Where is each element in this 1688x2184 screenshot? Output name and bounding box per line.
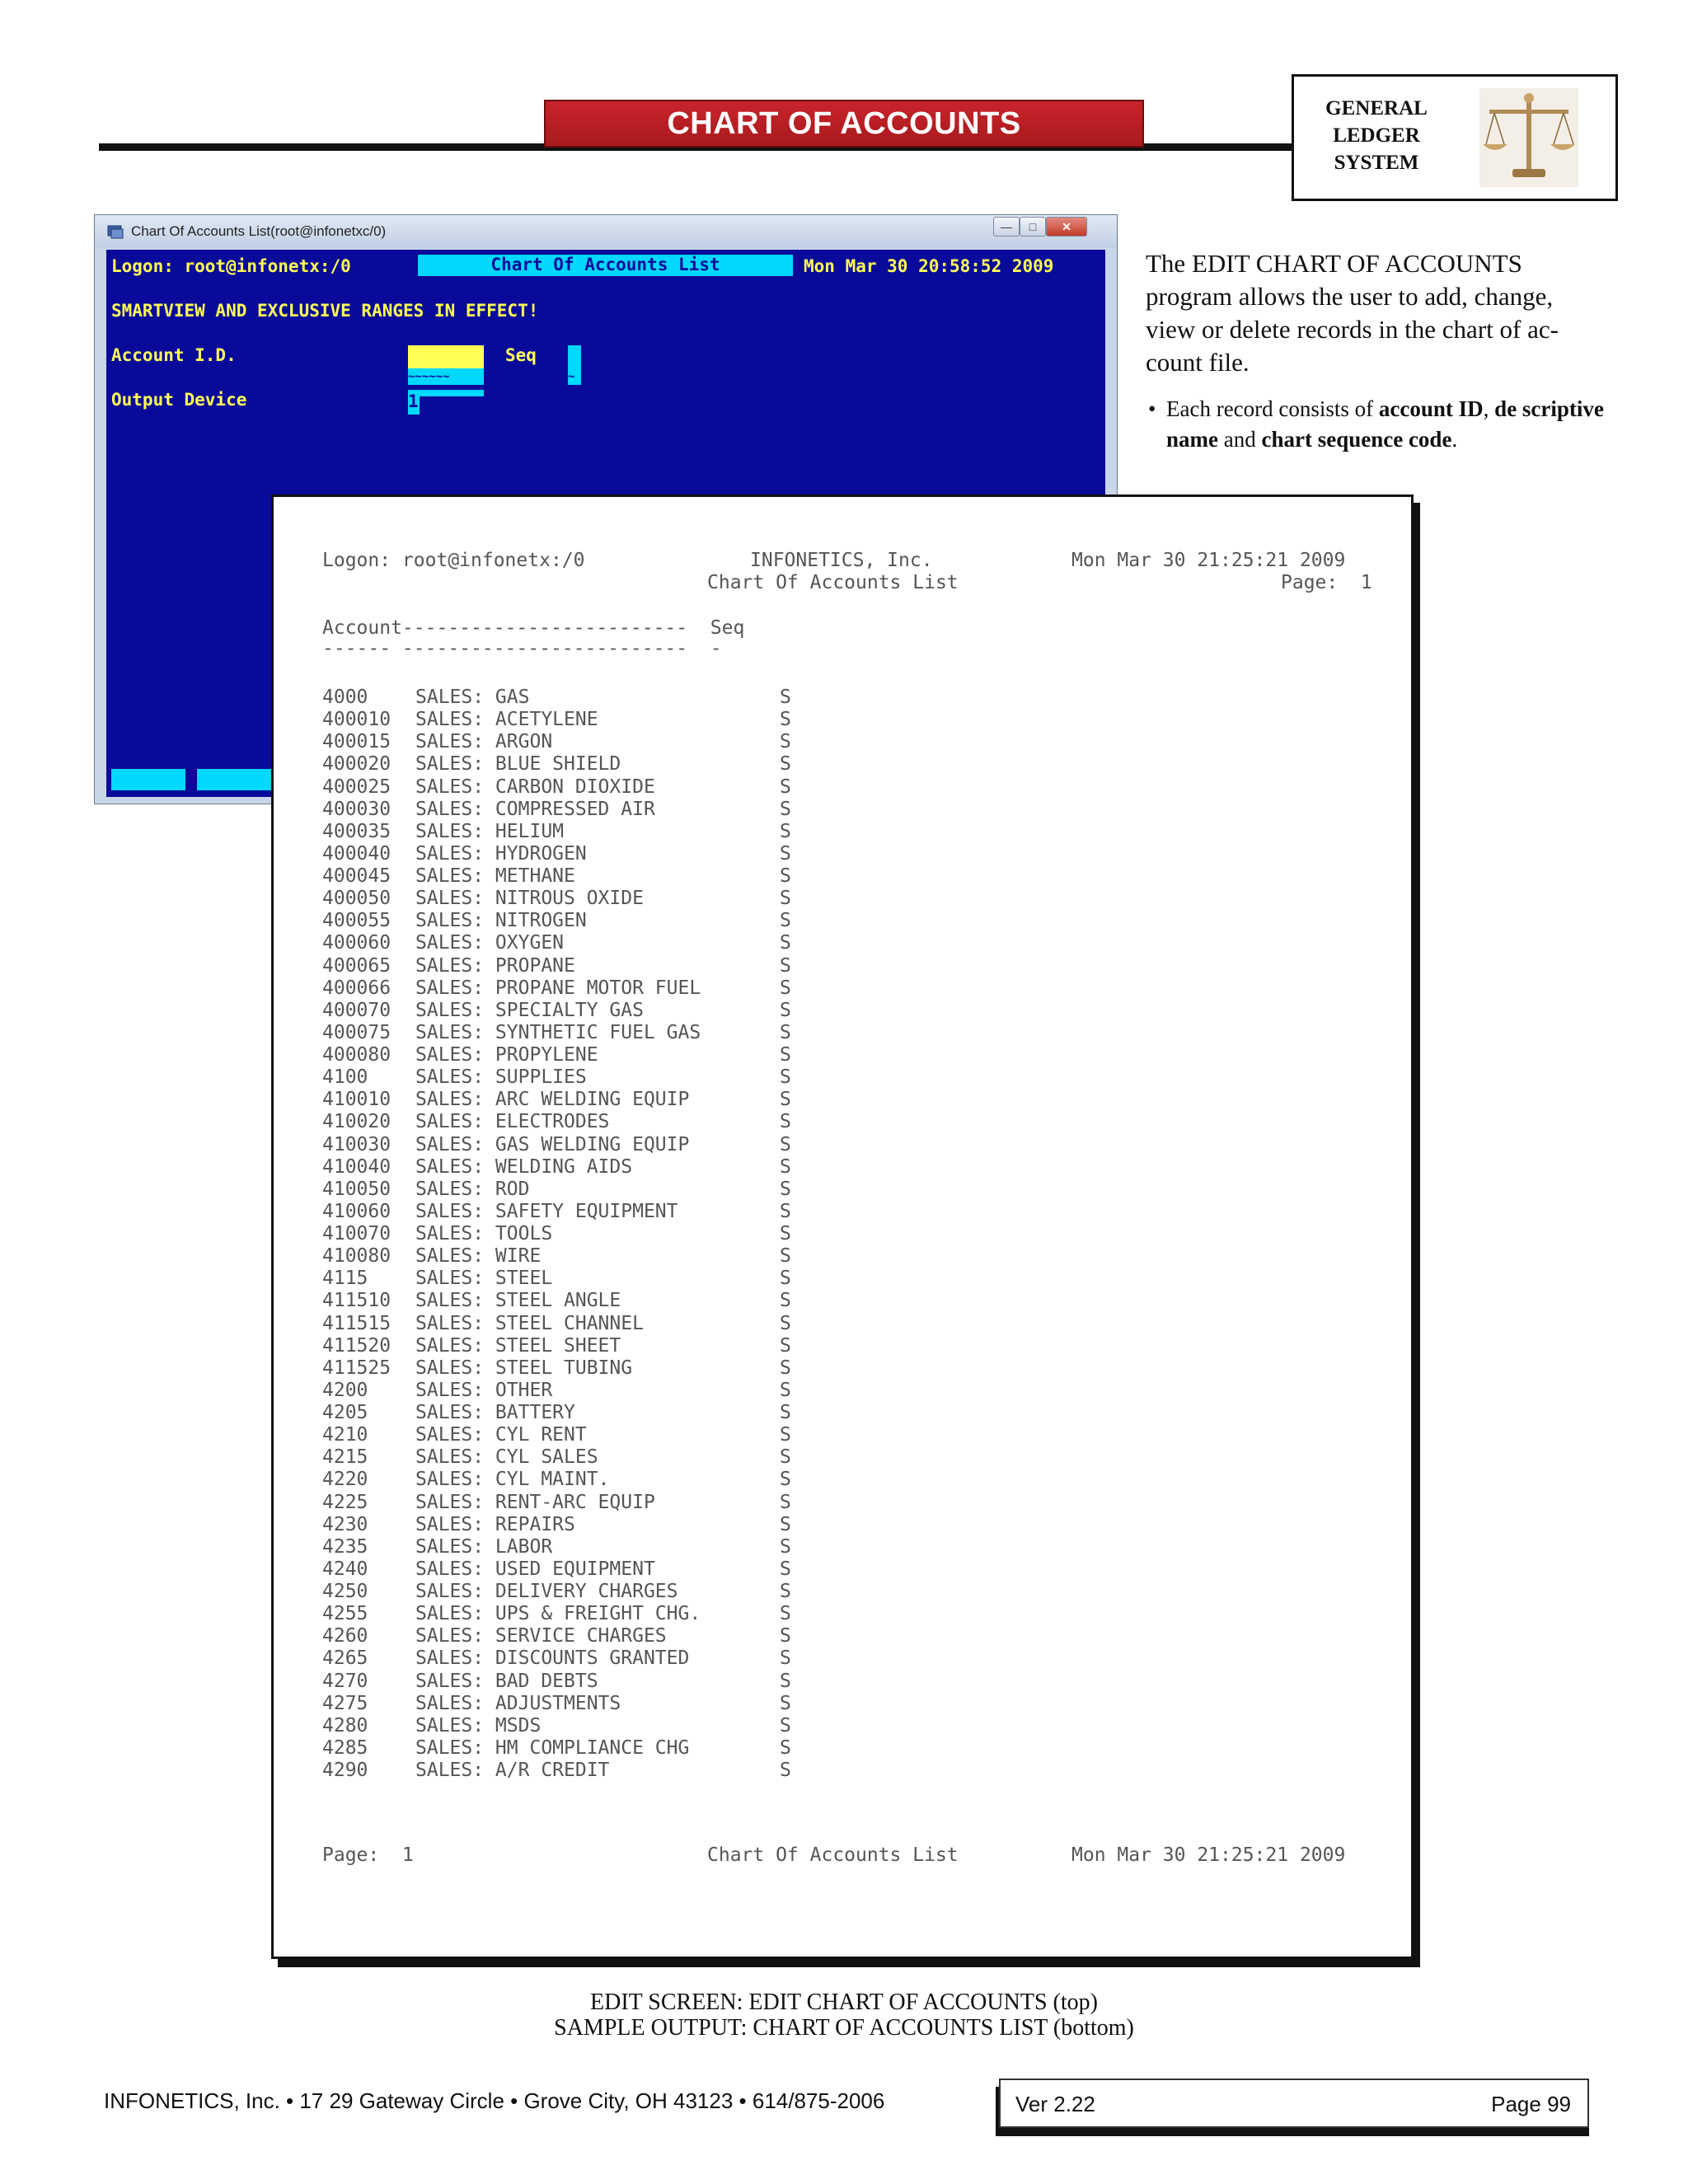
figure-caption [0,1990,1688,2041]
table-row [322,977,791,1000]
account-name-cell: SALES: STEEL SHEET [415,1334,621,1357]
report-footer-page: Page: 1 [322,1844,414,1866]
footer-address: INFONETICS, Inc. • 17 29 Gateway Circle • Grove City, OH 43123 • 614/875-2006 [104,2088,885,2113]
table-row [322,1223,791,1245]
output-device-label: Output Device [111,390,247,410]
sequence-code-cell: S [780,1558,791,1580]
account-id-cell: 4000 [322,687,368,708]
account-id-cell: 4100 [322,1066,368,1089]
sequence-code-cell: S [780,1491,791,1513]
account-id-cell: 4215 [322,1446,368,1469]
sequence-code-cell: S [780,842,791,865]
account-name-cell: SALES: GAS WELDING EQUIP [415,1133,690,1155]
table-row [322,1111,791,1133]
sequence-code-cell: S [780,1334,791,1357]
sequence-code-cell: S [780,1692,791,1714]
account-id-input[interactable] [408,345,484,368]
table-row [322,1268,791,1290]
account-list [322,687,791,1782]
sequence-code-cell: S [780,776,791,798]
account-id-cell: 4225 [322,1491,368,1513]
report-company: INFONETICS, Inc. [750,550,933,571]
sequence-code-cell: S [780,1424,791,1446]
account-name-cell: SALES: OXYGEN [415,932,565,954]
caption-line-1: EDIT SCREEN: EDIT CHART OF ACCOUNTS (top) [590,1990,1098,2015]
sequence-code-cell: S [780,798,791,820]
sequence-code-cell: S [780,1357,791,1379]
report-title: Chart Of Accounts List [707,572,959,593]
sequence-code-cell: S [780,1603,791,1625]
account-name-cell: SALES: ACETYLENE [415,709,598,731]
account-name-cell: SALES: ARGON [415,731,553,753]
account-id-cell: 411515 [322,1312,392,1334]
table-row [322,1424,791,1446]
footer-box [999,2079,1589,2128]
account-id-cell: 400055 [322,910,392,932]
table-row [322,1402,791,1424]
sequence-code-cell: S [780,1290,791,1312]
account-name-cell: SALES: SPECIALTY GAS [415,999,644,1021]
account-id-cell: 410070 [322,1223,392,1244]
sequence-code-cell: S [780,910,791,932]
table-row [322,1089,791,1111]
sequence-code-cell: S [780,977,791,999]
account-name-cell: SALES: CYL MAINT. [415,1469,610,1491]
report-footer-title: Chart Of Accounts List [707,1844,959,1866]
table-row [322,932,791,954]
account-id-cell: 410040 [322,1155,392,1178]
account-name-cell: SALES: OTHER [415,1379,553,1401]
table-row [322,753,791,776]
account-id-cell: 400065 [322,954,392,977]
account-name-cell: SALES: CYL RENT [415,1424,587,1446]
account-id-cell: 400025 [322,776,392,798]
sequence-code-cell: S [780,753,791,776]
sequence-code-cell: S [780,1535,791,1558]
table-row [322,1603,791,1625]
table-row [322,1625,791,1647]
account-name-cell: SALES: ROD [415,1178,530,1200]
maximize-button[interactable]: □ [1020,217,1046,237]
sequence-code-cell: S [780,1736,791,1759]
table-row [322,1693,791,1715]
table-row [322,1134,791,1156]
table-row [322,888,791,910]
sequence-code-cell: S [780,932,791,954]
account-name-cell: SALES: ELECTRODES [415,1111,610,1133]
sequence-code-cell: S [780,1223,791,1244]
sequence-code-cell: S [780,1760,791,1781]
footer-page-number: Page 99 [1491,2092,1571,2116]
account-id-cell: 410020 [322,1111,392,1133]
account-name-cell: SALES: WELDING AIDS [415,1155,633,1178]
table-row [322,1245,791,1268]
terminal-logon: Logon: root@infonetx:/0 [111,256,351,276]
table-row [322,1201,791,1223]
seq-fill: ~ [568,370,575,383]
sequence-code-cell: S [780,1379,791,1401]
table-row [322,1647,791,1670]
scales-of-justice-icon [1479,88,1578,187]
account-id-cell: 400075 [322,1021,392,1043]
account-id-cell: 4230 [322,1513,368,1535]
account-name-cell: SALES: HYDROGEN [415,842,587,865]
table-row [322,865,791,888]
account-name-cell: SALES: NITROGEN [415,910,587,932]
report-footer-datetime: Mon Mar 30 21:25:21 2009 [1071,1844,1346,1866]
sequence-code-cell: S [780,1513,791,1535]
function-key-1[interactable] [111,769,185,790]
account-id-cell: 4280 [322,1714,368,1736]
account-name-cell: SALES: SYNTHETIC FUEL GAS [415,1021,701,1043]
account-name-cell: SALES: ARC WELDING EQUIP [415,1089,690,1111]
account-name-cell: SALES: STEEL TUBING [415,1357,633,1379]
account-id-cell: 400010 [322,709,392,731]
account-id-cell: 4255 [322,1603,368,1625]
account-name-cell: SALES: LABOR [415,1535,553,1558]
sequence-code-cell: S [780,1133,791,1155]
report-page-number: Page: 1 [1281,572,1372,593]
account-id-cell: 4205 [322,1402,368,1423]
table-row [322,731,791,753]
account-id-cell: 4220 [322,1469,368,1491]
report-column-header: Account------------------------- Seq [322,617,745,639]
account-id-cell: 400040 [322,842,392,865]
sequence-code-cell: S [780,1469,791,1491]
seq-label: Seq [505,345,537,365]
table-row [322,1737,791,1760]
description-text: The EDIT CHART OF ACCOUNTS program allows the user to add, change, view or delete records in the chart of ac-count file. [1146,249,1559,377]
account-name-cell: SALES: RENT-ARC EQUIP [415,1491,655,1513]
account-name-cell: SALES: NITROUS OXIDE [415,888,644,910]
account-name-cell: SALES: TOOLS [415,1223,553,1244]
table-row [322,1156,791,1179]
sequence-code-cell: S [780,1581,791,1602]
table-row [322,843,791,865]
account-name-cell: SALES: SERVICE CHARGES [415,1625,667,1647]
account-id-label: Account I.D. [111,345,237,365]
account-name-cell: SALES: COMPRESSED AIR [415,798,655,820]
sequence-code-cell: S [780,954,791,977]
account-name-cell: SALES: GAS [415,687,530,708]
sequence-code-cell: S [780,687,791,708]
terminal-app-icon [106,223,124,241]
account-id-cell: 400070 [322,999,392,1021]
terminal-status-title: Chart Of Accounts List [418,255,793,276]
account-name-cell: SALES: MSDS [415,1714,542,1736]
account-id-cell: 4270 [322,1670,368,1692]
table-row [322,687,791,709]
sequence-code-cell: S [780,888,791,910]
caption-line-2: SAMPLE OUTPUT: CHART OF ACCOUNTS LIST (bottom) [554,2015,1134,2041]
account-name-cell: SALES: SAFETY EQUIPMENT [415,1200,678,1222]
account-id-cell: 4275 [322,1692,368,1714]
account-id-cell: 410010 [322,1089,392,1111]
account-name-cell: SALES: STEEL [415,1268,553,1290]
table-row [322,1514,791,1536]
account-id-cell: 411520 [322,1334,392,1357]
account-name-cell: SALES: UPS & FREIGHT CHG. [415,1603,701,1625]
account-id-cell: 400045 [322,865,392,887]
table-row [322,799,791,821]
sequence-code-cell: S [780,1312,791,1334]
bullet-prefix: Each record consists of [1166,396,1379,421]
table-row [322,1715,791,1737]
table-row [322,1469,791,1491]
account-id-cell: 411525 [322,1357,392,1379]
account-id-cell: 4250 [322,1581,368,1602]
account-id-cell: 4265 [322,1647,368,1670]
window-titlebar[interactable] [95,215,1117,248]
account-id-cell: 411510 [322,1290,392,1312]
sequence-code-cell: S [780,999,791,1021]
sequence-code-cell: S [780,1647,791,1670]
table-row [322,1335,791,1357]
system-label-box [1292,74,1618,201]
system-label: GENERAL LEDGER SYSTEM [1325,97,1428,174]
table-row [322,709,791,731]
account-name-cell: SALES: HM COMPLIANCE CHG [415,1736,690,1759]
table-row [322,1290,791,1312]
table-row [322,1380,791,1402]
account-name-cell: SALES: BAD DEBTS [415,1670,598,1692]
sequence-code-cell: S [780,1178,791,1200]
sequence-code-cell: S [780,1155,791,1178]
bullet-separator-1: , [1483,396,1495,421]
table-row [322,910,791,932]
account-id-cell: 410080 [322,1245,392,1268]
account-name-cell: SALES: STEEL ANGLE [415,1290,621,1312]
account-id-cell: 4240 [322,1558,368,1580]
description-bullet [1148,394,1610,455]
account-id-cell: 400080 [322,1044,392,1066]
output-device-input[interactable]: 1 [408,391,419,411]
account-name-cell: SALES: USED EQUIPMENT [415,1558,655,1580]
account-id-cell: 400066 [322,977,392,999]
account-name-cell: SALES: A/R CREDIT [415,1760,610,1781]
page-title: CHART OF ACCOUNTS [667,105,1021,141]
account-id-cell: 4200 [322,1379,368,1401]
bullet-account-id: account ID [1378,396,1484,421]
account-name-cell: SALES: ADJUSTMENTS [415,1692,621,1714]
window-title: Chart Of Accounts List(root@infonetxc/0) [131,223,387,239]
sequence-code-cell: S [780,1268,791,1290]
sequence-code-cell: S [780,865,791,887]
report-logon: Logon: root@infonetx:/0 [322,550,585,571]
account-id-cell: 400020 [322,753,392,776]
report-datetime: Mon Mar 30 21:25:21 2009 [1071,550,1346,571]
table-row [322,1179,791,1201]
account-id-fill: ~~~~~~ [408,370,450,383]
account-id-cell: 400060 [322,932,392,954]
account-id-cell: 400050 [322,888,392,910]
account-name-cell: SALES: BLUE SHIELD [415,753,621,776]
sequence-code-cell: S [780,1089,791,1111]
report-page [271,494,1414,1959]
sequence-code-cell: S [780,1402,791,1423]
account-id-cell: 410050 [322,1178,392,1200]
table-row [322,776,791,799]
sequence-code-cell: S [780,1245,791,1268]
account-id-cell: 4235 [322,1535,368,1558]
account-id-cell: 4210 [322,1424,368,1446]
account-id-cell: 4285 [322,1736,368,1759]
account-name-cell: SALES: STEEL CHANNEL [415,1312,644,1334]
sequence-code-cell: S [780,1446,791,1469]
table-row [322,1760,791,1782]
table-row [322,1044,791,1066]
sequence-code-cell: S [780,1111,791,1133]
account-id-cell: 400015 [322,731,392,753]
table-row [322,821,791,843]
account-name-cell: SALES: CYL SALES [415,1446,598,1469]
table-row [322,1313,791,1335]
bullet-end: . [1451,427,1458,452]
sequence-code-cell: S [780,1625,791,1647]
table-row [322,1000,791,1022]
table-row [322,1022,791,1044]
account-id-cell: 400035 [322,820,392,842]
account-id-cell: 4260 [322,1625,368,1647]
table-row [322,955,791,977]
report-column-underline: ------ ------------------------- - [322,638,722,659]
account-name-cell: SALES: PROPYLENE [415,1044,598,1066]
bullet-separator-2: and [1218,427,1262,452]
bullet-icon: • [1148,396,1156,421]
account-name-cell: SALES: BATTERY [415,1402,575,1423]
account-id-cell: 410030 [322,1133,392,1155]
table-row [322,1671,791,1693]
table-row [322,1581,791,1603]
account-name-cell: SALES: CARBON DIOXIDE [415,776,655,798]
sequence-code-cell: S [780,1044,791,1066]
account-id-cell: 4115 [322,1268,368,1290]
sequence-code-cell: S [780,709,791,731]
account-id-cell: 410060 [322,1200,392,1222]
sequence-code-cell: S [780,1714,791,1736]
account-id-cell: 4290 [322,1760,368,1781]
table-row [322,1558,791,1581]
table-row [322,1492,791,1514]
footer-version: Ver 2.22 [1015,2092,1095,2116]
minimize-button[interactable]: — [993,217,1020,237]
account-name-cell: SALES: DISCOUNTS GRANTED [415,1647,690,1670]
terminal-datetime: Mon Mar 30 20:58:52 2009 [804,256,1054,276]
function-key-2[interactable] [197,769,271,790]
sequence-code-cell: S [780,820,791,842]
account-name-cell: SALES: REPAIRS [415,1513,575,1535]
account-name-cell: SALES: PROPANE MOTOR FUEL [415,977,701,999]
table-row [322,1357,791,1380]
account-name-cell: SALES: PROPANE [415,954,575,977]
account-name-cell: SALES: SUPPLIES [415,1066,587,1089]
sequence-code-cell: S [780,1066,791,1089]
terminal-notice: SMARTVIEW AND EXCLUSIVE RANGES IN EFFECT! [111,301,539,321]
sequence-code-cell: S [780,1670,791,1692]
table-row [322,1536,791,1558]
close-button[interactable]: ✕ [1046,217,1087,237]
account-name-cell: SALES: DELIVERY CHARGES [415,1581,678,1602]
account-name-cell: SALES: WIRE [415,1245,542,1268]
account-name-cell: SALES: METHANE [415,865,575,887]
table-row [322,1446,791,1469]
table-row [322,1066,791,1089]
sequence-code-cell: S [780,1021,791,1043]
bullet-sequence-code: chart sequence code [1261,427,1452,452]
account-id-cell: 400030 [322,798,392,820]
bullet-descriptive-name: de scriptive name [1166,396,1604,452]
page-title-banner [544,100,1144,148]
sequence-code-cell: S [780,1200,791,1222]
sequence-code-cell: S [780,731,791,753]
account-name-cell: SALES: HELIUM [415,820,565,842]
